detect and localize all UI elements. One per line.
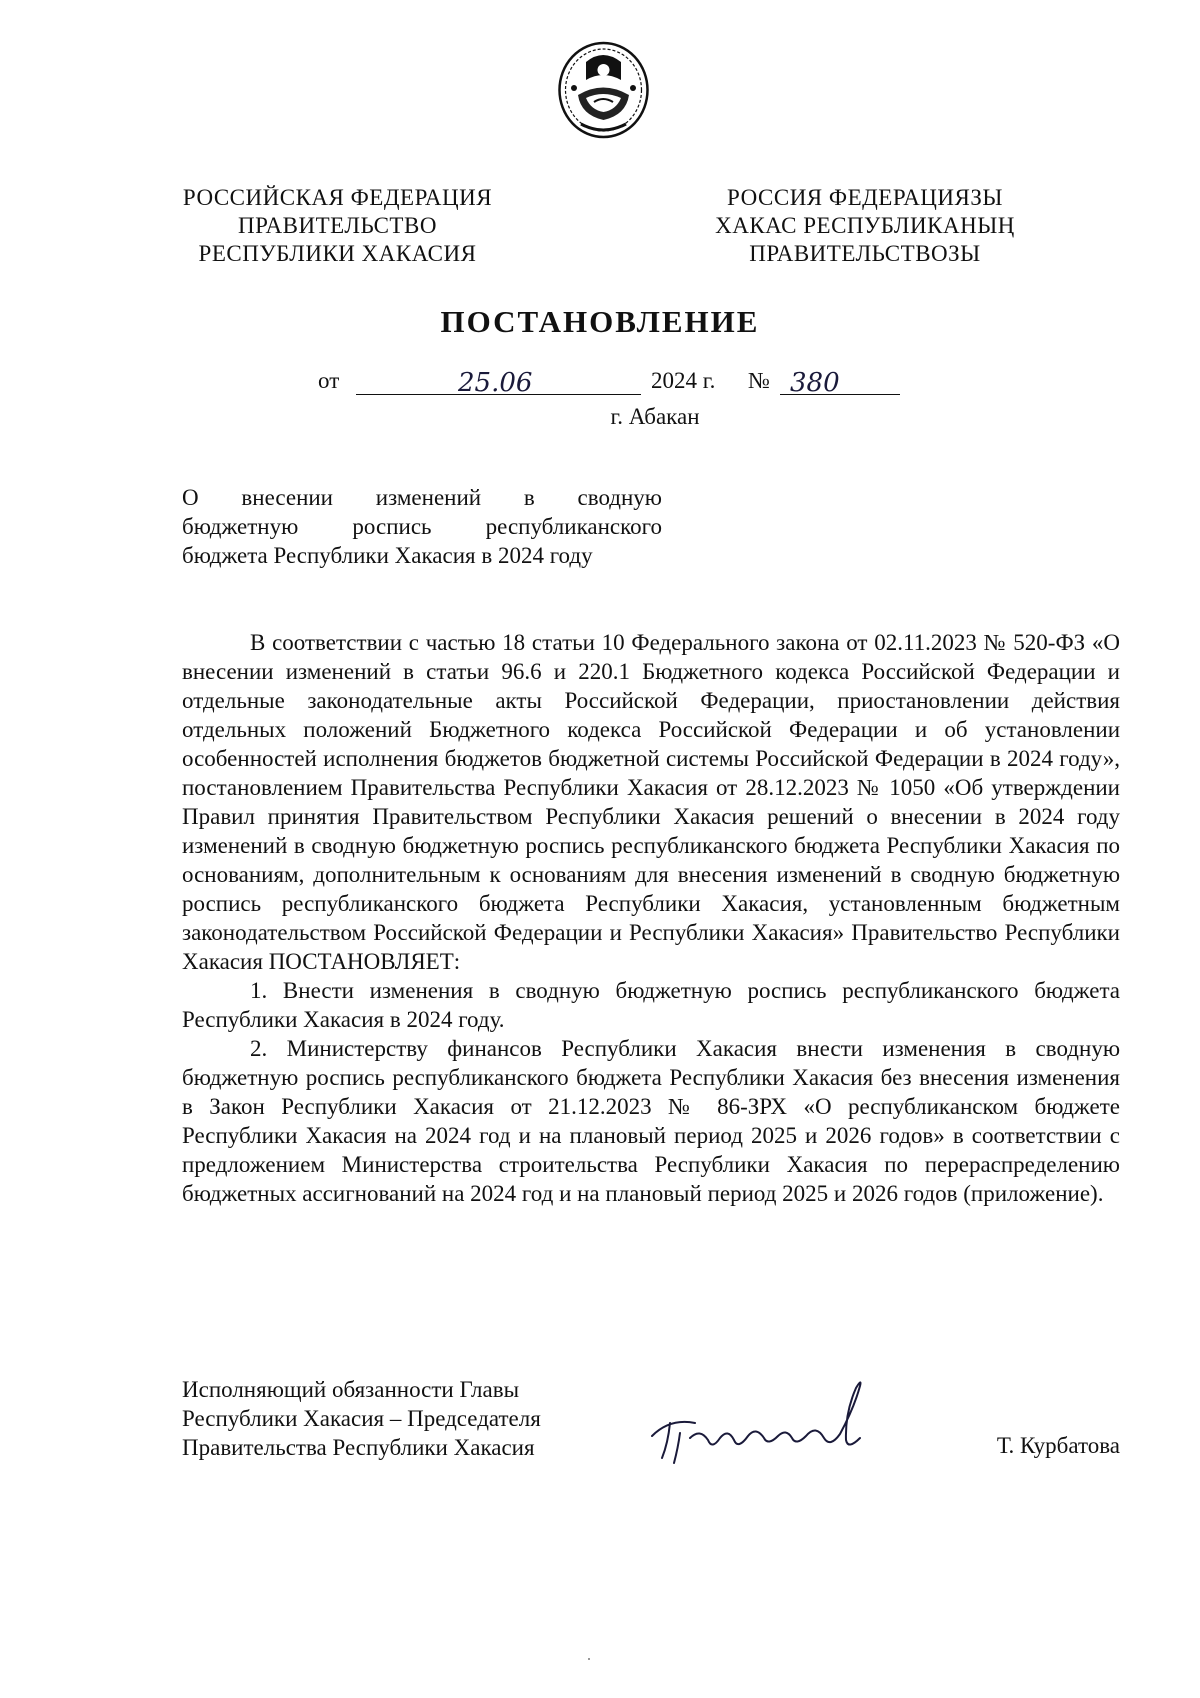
signature-title-line: Правительства Республики Хакасия	[182, 1435, 535, 1460]
header-left-line: ПРАВИТЕЛЬСТВО	[238, 213, 437, 238]
signature-title	[182, 1375, 541, 1462]
number-prefix: №	[748, 368, 770, 393]
header-right-line: РОССИЯ ФЕДЕРАЦИЯЗЫ	[727, 185, 1003, 210]
document-title: ПОСТАНОВЛЕНИЕ	[440, 304, 760, 339]
signature-title-line: Республики Хакасия – Председателя	[182, 1406, 541, 1431]
header-right-line: ХАКАС РЕСПУБЛИКАНЫҢ	[715, 213, 1015, 238]
handwritten-signature	[640, 1378, 900, 1468]
coat-of-arms-icon	[556, 40, 651, 140]
paragraph: В соответствии с частью 18 статьи 10 Федерального закона от 02.11.2023 № 520-ФЗ «О внесении изменений в статьи 96.6 и 220.1 Бюджетного кодекса Российской Федерации и отдельные законодательные акты Российской Федерации, приостановлении действия отдельных положений Бюджетного кодекса Российской Федерации и об установлении особенностей исполнения бюджетов бюджетной системы Российской Федерации в 2024 году», постановлением Правительства Республики Хакасия от 28.12.2023 № 1050 «Об утверждении Правил принятия Правительством Республики Хакасия решений о внесении в 2024 году изменений в сводную бюджетную роспись республиканского бюджета Республики Хакасия по основаниям, дополнительным к основаниям для внесения изменений в сводную бюджетную роспись республиканского бюджета Республики Хакасия, установленным бюджетным законодательством Российской Федерации и Республики Хакасия» Правительство Республики Хакасия ПОСТАНОВЛЯЕТ:	[182, 630, 1120, 974]
header-left	[165, 184, 510, 268]
paragraph: 1. Внести изменения в сводную бюджетную роспись республиканского бюджета Республики Хакасия в 2024 году.	[182, 978, 1120, 1032]
header-right-line: ПРАВИТЕЛЬСТВОЗЫ	[749, 241, 981, 266]
subject	[182, 483, 662, 570]
city: г. Абакан	[610, 404, 700, 429]
subject-line: бюджетную роспись республиканского	[182, 514, 662, 539]
document-body	[182, 628, 1120, 1208]
header-left-line: РОССИЙСКАЯ ФЕДЕРАЦИЯ	[182, 185, 493, 210]
handwritten-number: 380	[790, 368, 840, 398]
subject-line: бюджета Республики Хакасия в 2024 году	[182, 543, 593, 568]
year: 2024 г.	[651, 368, 716, 393]
paragraph: 2. Министерству финансов Республики Хакасия внести изменения в сводную бюджетную роспись республиканского бюджета Республики Хакасия без внесения изменения в Закон Республики Хакасия от 21.12.2023 № 86-ЗРХ «О республиканском бюджете Республики Хакасия на 2024 год и на плановый период 2025 и 2026 годов» в соответствии с предложением Министерства строительства Республики Хакасия по перераспределению бюджетных ассигнований на 2024 год и на плановый период 2025 и 2026 годов (приложение).	[182, 1036, 1120, 1206]
header-right	[690, 184, 1040, 268]
handwritten-date: 25.06	[458, 368, 533, 398]
header-left-line: РЕСПУБЛИКИ ХАКАСИЯ	[198, 241, 477, 266]
subject-line: О внесении изменений в сводную	[182, 485, 662, 510]
signature-title-line: Исполняющий обязанности Главы	[182, 1377, 520, 1402]
page-mark	[588, 1658, 590, 1660]
signer-name: Т. Курбатова	[996, 1433, 1120, 1458]
date-line	[318, 368, 918, 400]
date-prefix: от	[318, 368, 340, 393]
